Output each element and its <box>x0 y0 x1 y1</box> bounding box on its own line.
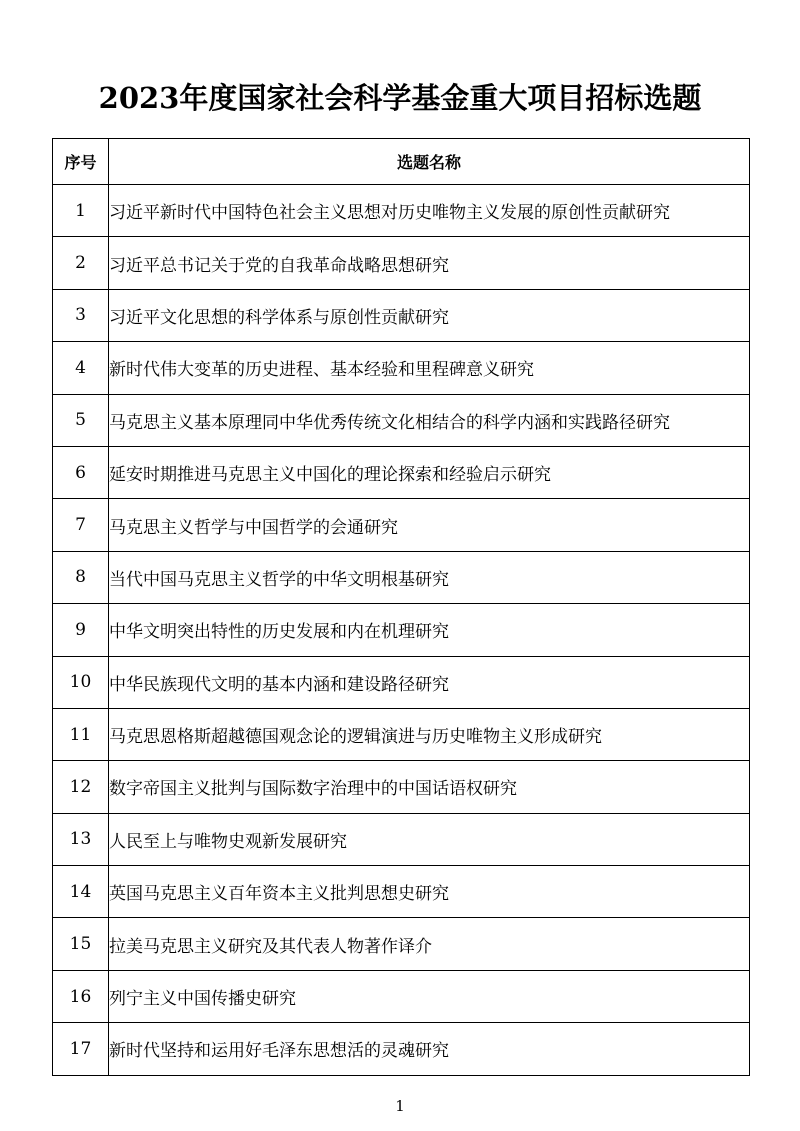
row-number: 17 <box>53 1023 109 1075</box>
table-row <box>53 499 750 551</box>
header-number: 序号 <box>53 139 109 185</box>
topic-name: 中华民族现代文明的基本内涵和建设路径研究 <box>109 656 750 708</box>
topic-name: 新时代坚持和运用好毛泽东思想活的灵魂研究 <box>109 1023 750 1075</box>
header-topic-name: 选题名称 <box>109 139 750 185</box>
topics-table <box>52 138 750 1076</box>
topic-name: 英国马克思主义百年资本主义批判思想史研究 <box>109 866 750 918</box>
table-row <box>53 708 750 760</box>
table-row <box>53 185 750 237</box>
table-body <box>53 185 750 1076</box>
topic-name: 拉美马克思主义研究及其代表人物著作译介 <box>109 918 750 970</box>
table-row <box>53 394 750 446</box>
row-number: 8 <box>53 551 109 603</box>
row-number: 16 <box>53 970 109 1022</box>
table-row <box>53 761 750 813</box>
table-row <box>53 342 750 394</box>
topic-name: 数字帝国主义批判与国际数字治理中的中国话语权研究 <box>109 761 750 813</box>
table-row <box>53 813 750 865</box>
topic-name: 延安时期推进马克思主义中国化的理论探索和经验启示研究 <box>109 446 750 498</box>
table-row <box>53 551 750 603</box>
row-number: 12 <box>53 761 109 813</box>
topic-name: 人民至上与唯物史观新发展研究 <box>109 813 750 865</box>
row-number: 7 <box>53 499 109 551</box>
row-number: 11 <box>53 708 109 760</box>
row-number: 2 <box>53 237 109 289</box>
row-number: 15 <box>53 918 109 970</box>
row-number: 5 <box>53 394 109 446</box>
topic-name: 习近平文化思想的科学体系与原创性贡献研究 <box>109 289 750 341</box>
table-header-row <box>53 139 750 185</box>
table-row <box>53 237 750 289</box>
table-row <box>53 1023 750 1075</box>
topic-name: 列宁主义中国传播史研究 <box>109 970 750 1022</box>
topic-name: 马克思主义基本原理同中华优秀传统文化相结合的科学内涵和实践路径研究 <box>109 394 750 446</box>
row-number: 9 <box>53 604 109 656</box>
row-number: 4 <box>53 342 109 394</box>
row-number: 1 <box>53 185 109 237</box>
page-number: 1 <box>395 1097 405 1115</box>
row-number: 14 <box>53 866 109 918</box>
topic-name: 习近平总书记关于党的自我革命战略思想研究 <box>109 237 750 289</box>
table-row <box>53 970 750 1022</box>
table-row <box>53 604 750 656</box>
topic-name: 中华文明突出特性的历史发展和内在机理研究 <box>109 604 750 656</box>
row-number: 10 <box>53 656 109 708</box>
table-row <box>53 918 750 970</box>
table-row <box>53 289 750 341</box>
topic-name: 当代中国马克思主义哲学的中华文明根基研究 <box>109 551 750 603</box>
row-number: 13 <box>53 813 109 865</box>
topic-name: 马克思主义哲学与中国哲学的会通研究 <box>109 499 750 551</box>
table-row <box>53 656 750 708</box>
table-row <box>53 446 750 498</box>
row-number: 3 <box>53 289 109 341</box>
topic-name: 马克思恩格斯超越德国观念论的逻辑演进与历史唯物主义形成研究 <box>109 708 750 760</box>
table-row <box>53 866 750 918</box>
document-title: 2023年度国家社会科学基金重大项目招标选题 <box>98 81 702 115</box>
row-number: 6 <box>53 446 109 498</box>
topic-name: 新时代伟大变革的历史进程、基本经验和里程碑意义研究 <box>109 342 750 394</box>
topic-name: 习近平新时代中国特色社会主义思想对历史唯物主义发展的原创性贡献研究 <box>109 185 750 237</box>
